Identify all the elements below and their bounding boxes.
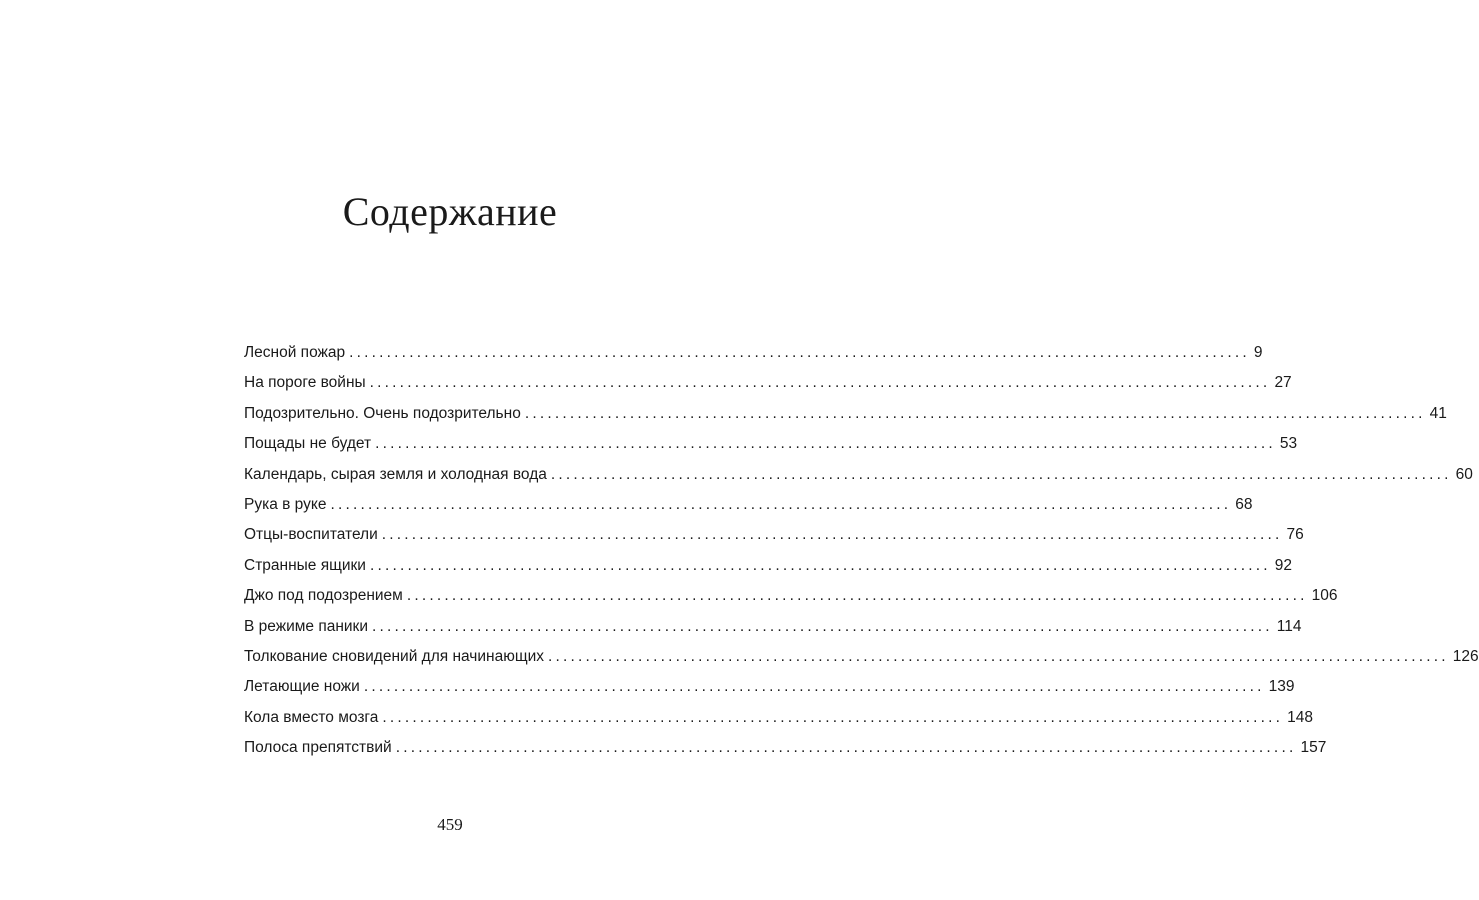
toc-entry-label: Летающие ножи [244, 678, 360, 696]
toc-entry-page: 114 [1276, 617, 1302, 635]
table-of-contents [244, 344, 1479, 769]
toc-entry-label: Полоса препятствий [244, 739, 392, 757]
toc-entry [244, 495, 1253, 526]
toc-entry-page: 41 [1429, 404, 1447, 422]
toc-entry [244, 647, 1479, 678]
toc-entry [244, 526, 1304, 556]
toc-entry-label: Пощады не будет [244, 435, 372, 453]
dot-leader: ........................................................................................................................ [381, 526, 1283, 544]
toc-entry [244, 587, 1338, 617]
dot-leader: ........................................................................................................................ [363, 678, 1265, 696]
toc-entry-label: Отцы-воспитатели [244, 526, 378, 544]
page-title: Содержание [342, 189, 558, 234]
toc-entry-page: 139 [1268, 678, 1295, 696]
dot-leader: ........................................................................................................................ [372, 617, 1273, 635]
toc-entry-label: Кола вместо мозга [244, 708, 379, 726]
dot-leader: ........................................................................................................................ [547, 647, 1449, 665]
dot-leader: ........................................................................................................................ [375, 435, 1276, 453]
page-number: 459 [437, 815, 463, 834]
toc-entry-label: Календарь, сырая земля и холодная вода [244, 465, 547, 483]
toc-entry [244, 617, 1302, 648]
toc-entry [244, 708, 1314, 739]
toc-entry-page: 27 [1274, 374, 1292, 392]
dot-leader: ........................................................................................................................ [550, 465, 1452, 483]
toc-entry-page: 92 [1274, 556, 1292, 574]
toc-entry-label: На пороге войны [244, 374, 366, 392]
toc-entry [244, 739, 1327, 769]
dot-leader: ........................................................................................................................ [330, 495, 1232, 513]
dot-leader: ........................................................................................................................ [382, 708, 1284, 726]
toc-entry-page: 157 [1300, 739, 1327, 757]
toc-entry-label: Рука в руке [244, 495, 327, 513]
toc-entry-page: 126 [1452, 647, 1479, 665]
toc-entry-label: Подозрительно. Очень подозрительно [244, 404, 521, 422]
dot-leader: ........................................................................................................................ [369, 556, 1271, 574]
toc-entry-page: 68 [1235, 495, 1253, 513]
dot-leader: ........................................................................................................................ [369, 374, 1271, 392]
dot-leader: ........................................................................................................................ [406, 587, 1308, 605]
dot-leader: ........................................................................................................................ [349, 344, 1250, 361]
toc-entry [244, 404, 1447, 435]
toc-entry [244, 374, 1292, 404]
toc-entry-label: Странные ящики [244, 556, 366, 574]
toc-entry-page: 60 [1455, 465, 1473, 483]
toc-entry-label: В режиме паники [244, 617, 368, 635]
toc-entry [244, 465, 1473, 496]
toc-entry-page: 148 [1287, 708, 1314, 726]
toc-entry-label: Лесной пожар [244, 344, 346, 361]
dot-leader: ........................................................................................................................ [395, 739, 1297, 757]
dot-leader: ........................................................................................................................ [524, 404, 1426, 422]
toc-entry-page: 9 [1253, 344, 1263, 361]
toc-entry [244, 435, 1298, 465]
toc-entry-page: 76 [1286, 526, 1304, 544]
toc-entry [244, 344, 1263, 374]
toc-entry [244, 556, 1292, 587]
toc-entry-label: Толкование сновидений для начинающих [244, 647, 544, 665]
toc-entry-page: 53 [1279, 435, 1298, 453]
toc-entry [244, 678, 1295, 708]
toc-entry-label: Джо под подозрением [244, 587, 403, 605]
toc-entry-page: 106 [1311, 587, 1338, 605]
